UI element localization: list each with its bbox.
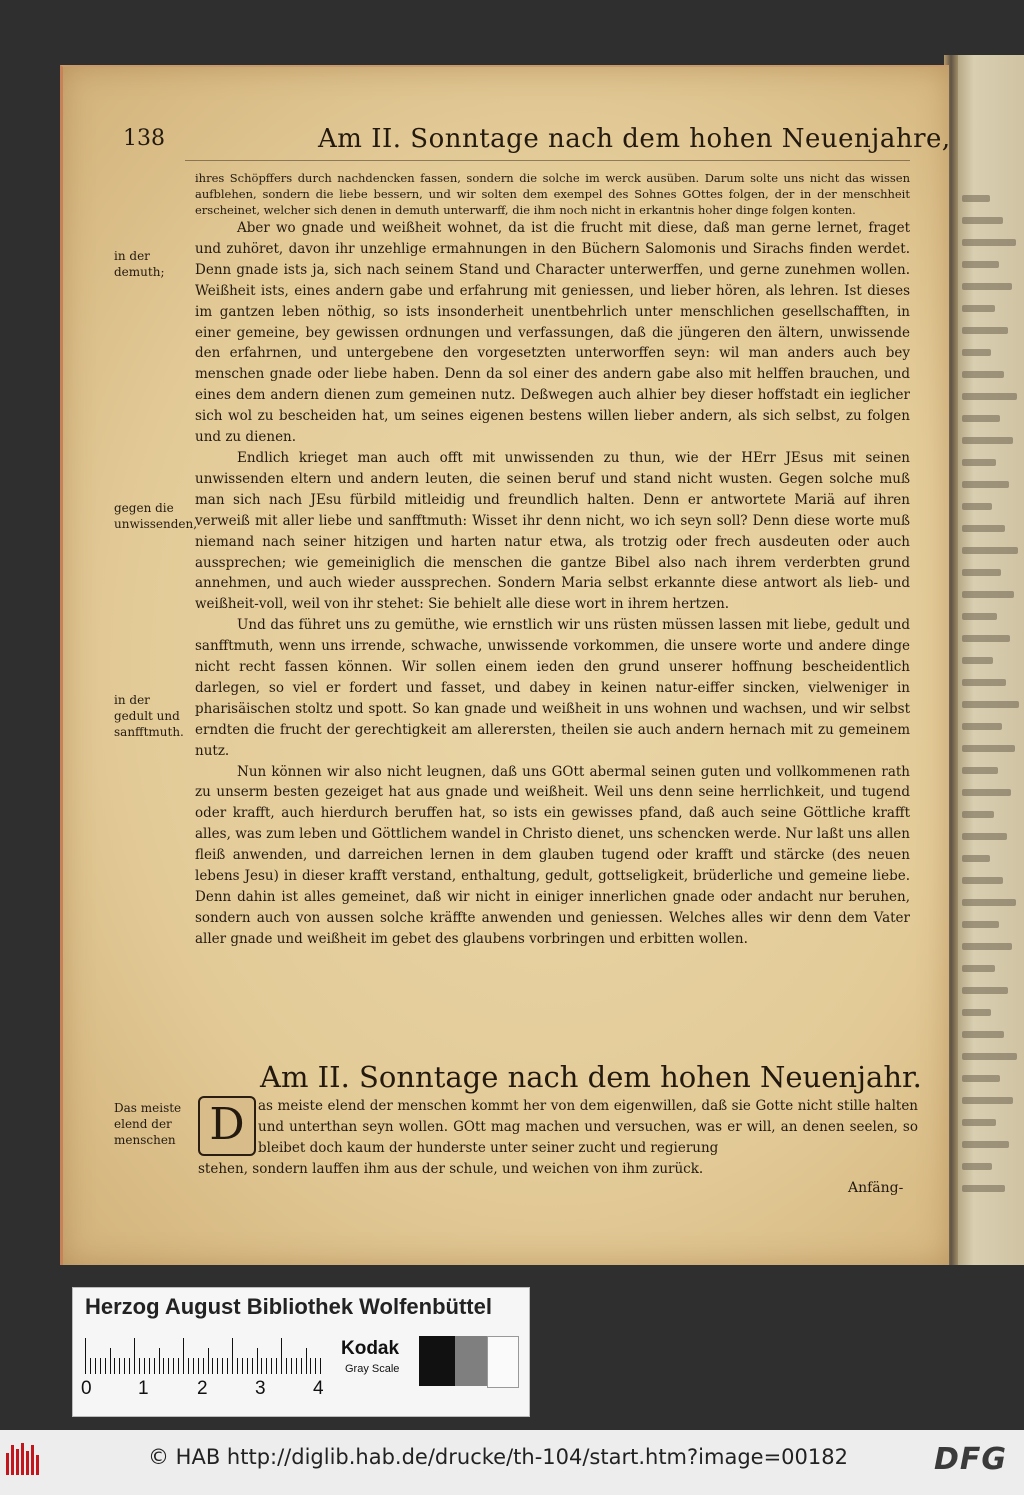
paragraph: ihres Schöpffers durch nachdencken fassen, sondern die solche im werck ausüben. Darum solte uns nicht das wissen aufblehen, sondern die liebe bessern, und wir solten dem exempel des Sohnes GOttes folgen, der in der menschheit erscheinet, welcher sich denen in demuth unterwarff, die ihm noch nicht in erkantnis hoher dinge folgen konten. (195, 171, 910, 217)
ruler-tick (281, 1338, 282, 1374)
ruler-tick (144, 1358, 145, 1374)
facing-page-text-fragment (962, 1097, 1013, 1104)
ruler-tick (252, 1358, 253, 1374)
facing-page-text-fragment (962, 283, 1012, 290)
facing-page-text-fragment (962, 657, 993, 664)
facing-page-text-fragment (962, 877, 1003, 884)
gray-patch-white (487, 1336, 519, 1388)
logo-bar (6, 1453, 9, 1475)
facing-page-text-fragment (962, 327, 1008, 334)
facing-page-text-fragment (962, 459, 996, 466)
facing-page-text-fragment (962, 1119, 996, 1126)
ruler-tick (208, 1348, 209, 1374)
facing-page-text-fragment (962, 217, 1003, 224)
facing-page-text-fragment (962, 1185, 1005, 1192)
ruler-tick (242, 1358, 243, 1374)
facing-page-text-fragment (962, 613, 997, 620)
ruler-tick (232, 1338, 233, 1374)
gray-patch-mid (455, 1336, 487, 1386)
ruler-tick (286, 1358, 287, 1374)
ruler-tick (203, 1358, 204, 1374)
body-text (195, 170, 910, 950)
ruler-number: 0 (81, 1378, 92, 1399)
page-number: 138 (123, 126, 165, 151)
ruler-tick (271, 1358, 272, 1374)
facing-page-text-fragment (962, 679, 1006, 686)
ruler-tick (134, 1338, 135, 1374)
facing-page-text-fragment (962, 1163, 992, 1170)
ruler-tick (149, 1358, 150, 1374)
facing-page-text-fragment (962, 239, 1016, 246)
facing-page-text-fragment (962, 1141, 1009, 1148)
paragraph: Aber wo gnade und weißheit wohnet, da ist die frucht mit diese, daß man gerne lernet, fraget und zuhöret, davon ihr unzehlige ermahnungen in den Büchern Salomonis und Sirachs finden werdet. Denn gnade ists ja, sich nach seinem Stand und Character unterwerffen, und gerne zunehmen wollen. Weißheit ists, eines andern gabe und erfahrung mit geniessen, und lieber hören, als lehren. Ist dieses im gantzen leben nöthig, so ists insonderheit unentbehrlich unter menschlichen gesellschafften, in einer gemeine, bey gewissen ordnungen und verfassungen, daß die jüngeren den ältern, unwissende den erfahrnen, und untergebene den vorgesetzten unterworffen seyn: wil man anders auch bey menschen gnade oder liebe haben. Denn da sol einer des andern gabe also mit helffen brauchen, und eines dem andern dienen zum gemeinen nutz. Deßwegen auch alhier bey dieser hoffstadt ein ieglicher sich wol zu bescheiden hat, um seines eigenen bestens willen lieber andern, als sich selbst, zu folgen und zu dienen. (195, 220, 910, 446)
facing-page-text-fragment (962, 305, 995, 312)
facing-page-text-fragment (962, 1053, 1017, 1060)
head-rule (185, 160, 910, 161)
ruler-tick (124, 1358, 125, 1374)
facing-page-text-fragment (962, 701, 1019, 708)
ruler-tick (95, 1358, 96, 1374)
facing-page-text-fragment (962, 393, 1017, 400)
facing-page-text-fragment (962, 503, 992, 510)
paragraph: Endlich krieget man auch offt mit unwissenden zu thun, wie der HErr JEsus mit seinen unwissenden eltern und andern leuten, die seinen beruf und stand nicht wusten. Gegen solche muß man sich nach JEsu fürbild mitleidig und freundlich halten. Denn er antwortete Mariä auf ihren verweiß mit aller liebe und sanfftmuth: Wisset ihr denn nicht, wo ich seyn soll? Denn diese worte muß niemand nach seiner hitzigen und harten natur etwa, als trotzig oder frech ausdeuten oder auch aussprechen; wie gemeiniglich die menschen die gantze Bibel also nach ihrem verderbten grund annehmen, und auch wieder aussprechen. Sondern Maria selbst erkannte diese antwort als lieb- und weißheit-voll, weil von ihr stehet: Sie behielt alle diese wort in ihrem hertzen. (195, 449, 910, 613)
facing-page-text-fragment (962, 745, 1015, 752)
facing-page-text-fragment (962, 789, 1011, 796)
facing-page-text-fragment (962, 635, 1010, 642)
facing-page-text-fragment (962, 921, 999, 928)
logo-bar (16, 1449, 19, 1475)
logo-bar (21, 1443, 24, 1475)
logo-bar (11, 1445, 14, 1475)
library-label-card (72, 1287, 530, 1417)
ruler-tick (163, 1358, 164, 1374)
ruler-tick (222, 1358, 223, 1374)
ruler-number: 3 (255, 1378, 266, 1399)
facing-page-edge (952, 55, 1024, 1265)
ruler-tick (105, 1358, 106, 1374)
margin-note: in der gedult und sanfftmuth. (114, 693, 184, 739)
facing-page-text-fragment (962, 943, 1012, 950)
running-head-title: Am II. Sonntage nach dem hohen Neuenjahre, (318, 124, 951, 154)
ruler-tick (168, 1358, 169, 1374)
ruler-tick (227, 1358, 228, 1374)
ruler-tick (306, 1348, 307, 1374)
ruler-tick (320, 1358, 321, 1374)
facing-page-text-fragment (962, 195, 990, 202)
ruler-tick (173, 1358, 174, 1374)
ruler-tick (183, 1338, 184, 1374)
facing-page-text-fragment (962, 987, 1008, 994)
facing-page-text-fragment (962, 855, 990, 862)
facing-page-text-fragment (962, 547, 1018, 554)
ruler-tick (310, 1358, 311, 1374)
facing-page-text-fragment (962, 415, 1000, 422)
logo-bar (31, 1445, 34, 1475)
section-first-lines: as meiste elend der menschen kommt her von dem eigenwillen, daß sie Gotte nicht stille halten und unterthan seyn wollen. GOtt mag machen und versuchen, was er will, an denen seelen, so bleibet doch kaum der hunderste unter seiner zucht und regierung (258, 1098, 918, 1156)
ruler-tick (237, 1358, 238, 1374)
facing-page-text-fragment (962, 811, 994, 818)
ruler-tick (119, 1358, 120, 1374)
ruler-tick (139, 1358, 140, 1374)
section-body (198, 1096, 918, 1180)
paragraph: Nun können wir also nicht leugnen, daß uns GOtt abermal seinen guten und vollkommenen rath zu unserm besten gezeiget hat aus gnade und weißheit. Weil uns denn seine herrlichkeit, und tugend oder krafft, auch hierdurch beruffen hat, so ists ein gewisses pfand, daß auch seine Göttliche krafft alles, was zum leben und Göttlichem wandel in Christo dienet, uns schencken werde. Nur laßt uns allen fleiß anwenden, und darreichen lernen in dem glauben tugend oder krafft und stärcke (des neuen lebens Jesu) in dieser krafft verstand, enthaltung, gedult, gottseligkeit, brüderliche und gemeine liebe. Denn dahin ist alles gemeinet, daß wir nicht in einiger innerlichen gnade oder andacht nur beruhen, sondern auch von aussen solche kräffte anwenden und geniessen. Welches alles wir denn dem Vater aller gnade und weißheit im gebet des glaubens vorbringen und erbitten wollen. (195, 763, 910, 947)
facing-page-text-fragment (962, 569, 1001, 576)
ruler-tick (159, 1348, 160, 1374)
facing-page-text-fragment (962, 833, 1007, 840)
catchword: Anfäng- (848, 1180, 904, 1196)
decorated-initial: D (198, 1096, 256, 1156)
hab-logo-icon (6, 1443, 46, 1475)
ruler-tick (90, 1358, 91, 1374)
facing-page-text-fragment (962, 723, 1002, 730)
ruler-tick (257, 1348, 258, 1374)
ruler-tick (188, 1358, 189, 1374)
ruler-tick (154, 1358, 155, 1374)
dfg-logo: DFG (934, 1442, 1008, 1477)
section-title: Am II. Sonntage nach dem hohen Neuenjahr. (260, 1060, 922, 1094)
margin-note: in der demuth; (114, 249, 165, 279)
facing-page-text-fragment (962, 481, 1009, 488)
ruler-tick (100, 1358, 101, 1374)
ruler-number: 1 (138, 1378, 149, 1399)
ruler-tick (114, 1358, 115, 1374)
facing-page-text-fragment (962, 767, 998, 774)
ruler-tick (276, 1358, 277, 1374)
ruler-tick (193, 1358, 194, 1374)
ruler-tick (247, 1358, 248, 1374)
facing-page-text-fragment (962, 261, 999, 268)
kodak-brand: Kodak (341, 1338, 400, 1359)
facing-page-text-fragment (962, 1075, 1000, 1082)
ruler-tick (301, 1358, 302, 1374)
paragraph: Und das führet uns zu gemüthe, wie ernstlich wir uns rüsten müssen lassen mit liebe, gedult und sanfftmuth, wenn uns irrende, schwache, unwissende vorkommen, die unsere worte und andere dinge nicht recht fassen können. Wir sollen einem ieden den grund unserer hoffnung bescheidentlich darlegen, so viel er fordert und fasset, und dabey in keinen natur-eiffer sincken, vielweniger in pharisäischen stoltz und spott. So kan gnade und weißheit in uns wohnen und wachsen, und wir selbst erndten die frucht der gerechtigkeit am allerersten, theilen sie auch andern hernach mit zu gemeinem nutz. (195, 617, 910, 759)
facing-page-text-fragment (962, 1009, 991, 1016)
library-name: Herzog August Bibliothek Wolfenbüttel (85, 1294, 492, 1319)
footer-copyright-link[interactable]: © HAB http://diglib.hab.de/drucke/th-104/start.htm?image=00182 (148, 1445, 848, 1469)
gray-patch-black (419, 1336, 455, 1386)
facing-page-text-fragment (962, 525, 1005, 532)
ruler-tick (261, 1358, 262, 1374)
ruler-tick (110, 1348, 111, 1374)
ruler-tick (212, 1358, 213, 1374)
facing-page-text-fragment (962, 349, 991, 356)
ruler-tick (85, 1338, 86, 1374)
section-continuation: stehen, sondern lauffen ihm aus der schule, und weichen von ihm zurück. (198, 1160, 704, 1177)
ruler-tick (217, 1358, 218, 1374)
logo-bar (36, 1455, 39, 1475)
facing-page-text-fragment (962, 1031, 1004, 1038)
ruler-tick (315, 1358, 316, 1374)
kodak-subtitle: Gray Scale (345, 1363, 400, 1375)
margin-note: gegen die unwissenden, (114, 501, 198, 531)
facing-page-text-fragment (962, 371, 1004, 378)
ruler-tick (296, 1358, 297, 1374)
logo-bar (26, 1451, 29, 1475)
ruler-tick (129, 1358, 130, 1374)
margin-note: Das meiste elend der menschen (114, 1101, 182, 1147)
facing-page-text-fragment (962, 899, 1016, 906)
ruler-tick (291, 1358, 292, 1374)
ruler-tick (266, 1358, 267, 1374)
facing-page-text-fragment (962, 965, 995, 972)
facing-page-text-fragment (962, 437, 1013, 444)
ruler-tick (198, 1358, 199, 1374)
ruler-number: 2 (197, 1378, 208, 1399)
facing-page-text-fragment (962, 591, 1014, 598)
ruler-tick (178, 1358, 179, 1374)
ruler-number: 4 (313, 1378, 324, 1399)
scale-ruler (85, 1338, 323, 1374)
